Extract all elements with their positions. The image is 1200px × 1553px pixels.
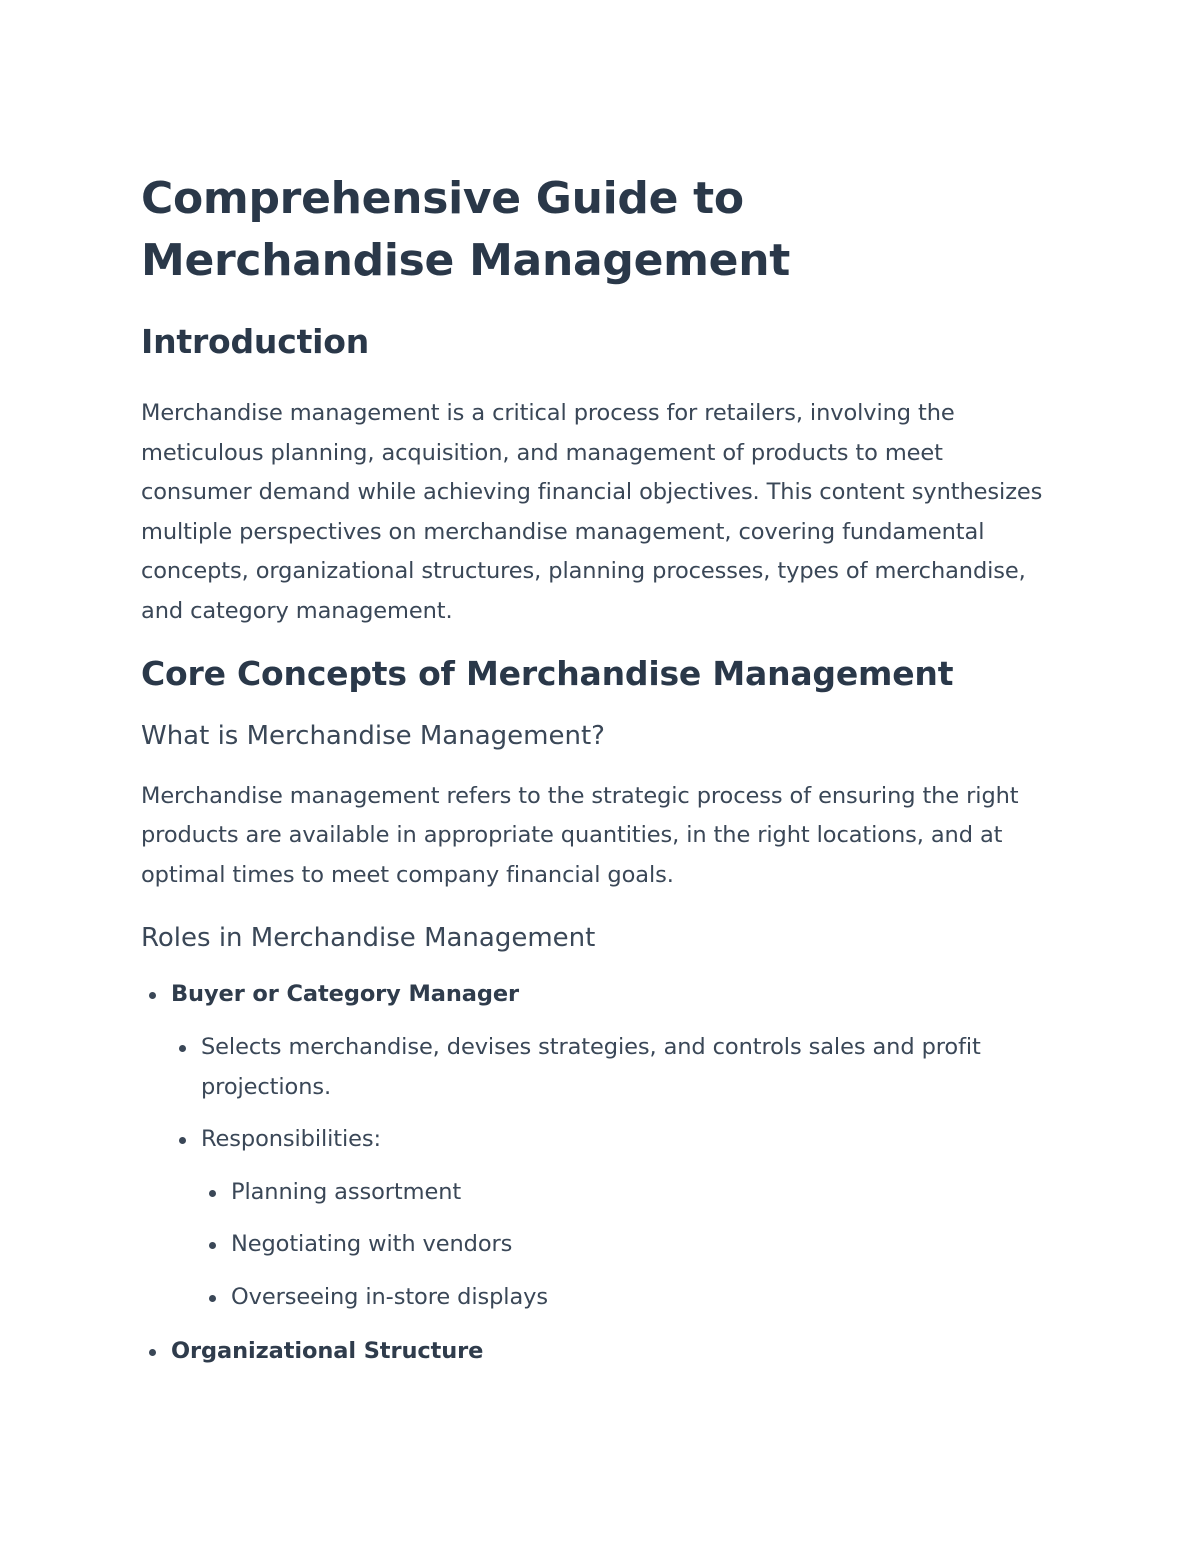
- bullet-icon: [149, 1349, 156, 1356]
- list-item: [231, 1173, 1060, 1213]
- bullet-icon: [209, 1190, 216, 1197]
- list-item-label: Buyer or Category Manager: [171, 981, 520, 1008]
- bullet-icon: [209, 1295, 216, 1302]
- list-item-label: Selects merchandise, devises strategies, and controls sales and profit projections.: [201, 1033, 981, 1100]
- list-item-label: Organizational Structure: [171, 1337, 484, 1364]
- roles-list: [141, 975, 1060, 1371]
- heading-roles: Roles in Merchandise Management: [141, 923, 596, 954]
- list-item: [171, 1332, 1060, 1372]
- nested-list: [171, 1028, 1060, 1318]
- bullet-icon: [149, 992, 156, 999]
- list-item: [201, 1120, 1060, 1317]
- bullet-icon: [179, 1137, 186, 1144]
- bullet-icon: [179, 1045, 186, 1052]
- nested-list: [201, 1173, 1060, 1318]
- heading-core-concepts: Core Concepts of Merchandise Management: [141, 653, 954, 693]
- list-item: [231, 1225, 1060, 1265]
- document-title: Comprehensive Guide to Merchandise Management: [141, 173, 790, 286]
- paragraph-introduction: Merchandise management is a critical process for retailers, involving the meticulous planning, acquisition, and management of products to meet consumer demand while achieving financial objectives. This content synthesizes multiple perspectives on merchandise management, covering fundamental concepts, organizational structures, planning processes, types of merchandise, and category management.: [141, 400, 1043, 624]
- list-item: [231, 1278, 1060, 1318]
- list-item: [201, 1028, 1060, 1107]
- bullet-icon: [209, 1242, 216, 1249]
- heading-introduction: Introduction: [141, 322, 370, 361]
- list-item-label: Planning assortment: [231, 1178, 462, 1205]
- list-item-label: Overseeing in-store displays: [231, 1283, 548, 1310]
- list-item: [171, 975, 1060, 1317]
- heading-what-is: What is Merchandise Management?: [141, 720, 605, 751]
- list-item-label: Negotiating with vendors: [231, 1231, 513, 1258]
- list-item-label: Responsibilities:: [201, 1126, 382, 1153]
- paragraph-what-is: Merchandise management refers to the strategic process of ensuring the right products are available in appropriate quantities, in the right locations, and at optimal times to meet company financial goals.: [141, 782, 1019, 888]
